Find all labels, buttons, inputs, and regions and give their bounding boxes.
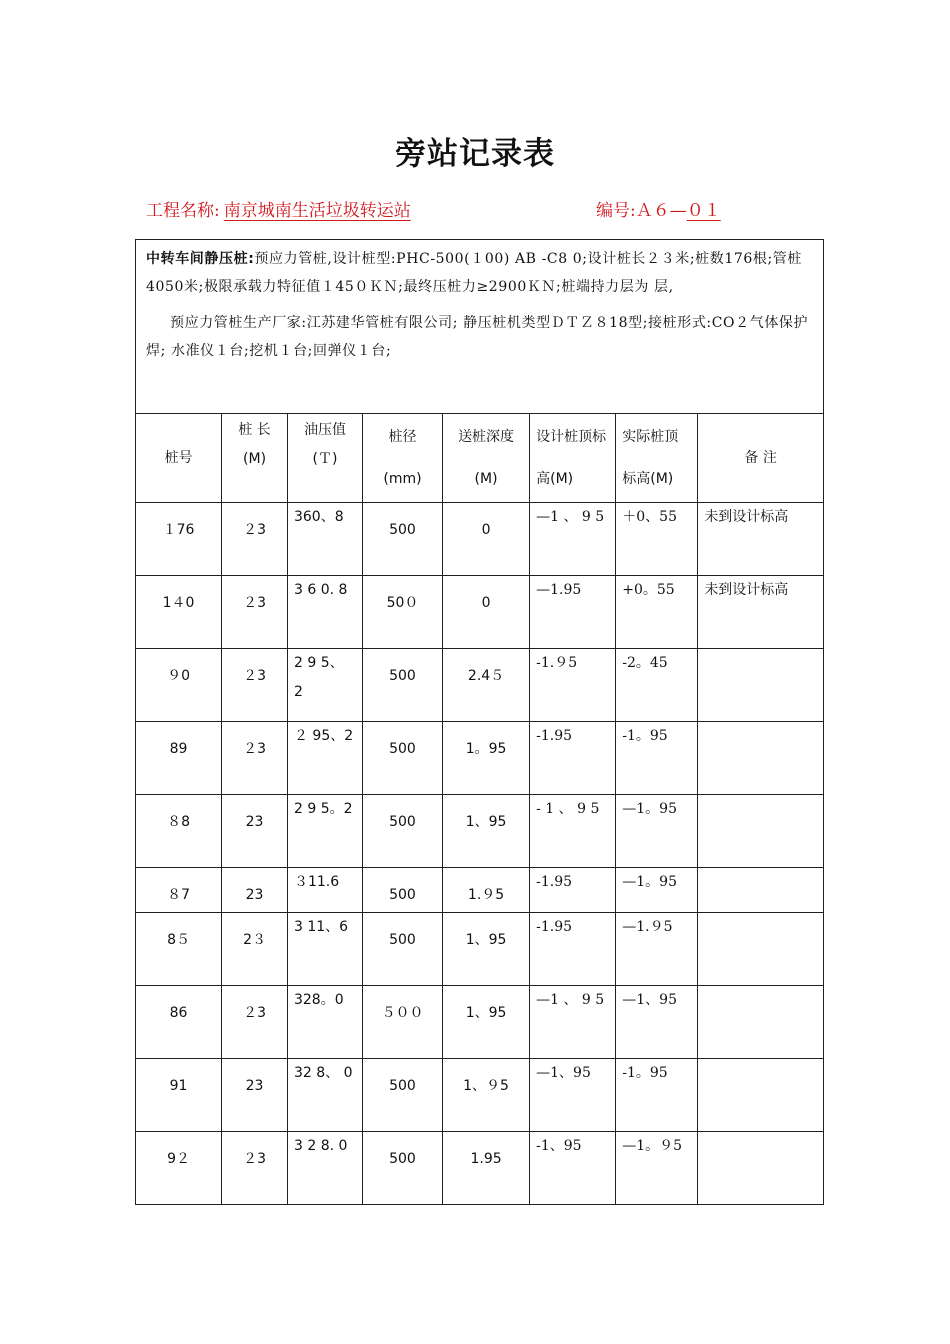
cell-pile-diameter: 500 — [362, 649, 442, 722]
table-row — [136, 503, 824, 576]
cell-pile-no: ８7 — [136, 868, 222, 913]
table-row — [136, 1132, 824, 1205]
cell-pile-length: ２3 — [222, 649, 288, 722]
cell-actual-top-level: —1。95 — [616, 868, 698, 913]
equipment-paragraph: 预应力管桩生产厂家:江苏建华管桩有限公司; 静压桩机类型ＤＴＺ８18型;接桩形式:CO２气体保护焊; 水准仪１台;挖机１台;回弹仪１台; — [146, 315, 809, 359]
cell-remarks — [698, 1132, 824, 1205]
pile-spec-paragraph — [146, 245, 813, 301]
header-remarks: 备 注 — [698, 414, 824, 503]
cell-oil-pressure: ３11.6 — [287, 868, 362, 913]
cell-driving-depth: 1.95 — [443, 1132, 530, 1205]
cell-remarks: 未到设计标高 — [698, 503, 824, 576]
cell-driving-depth: 1、95 — [443, 913, 530, 986]
cell-pile-diameter: 50０ — [362, 576, 442, 649]
document-title: 旁站记录表 — [395, 136, 555, 172]
pile-record-table — [135, 413, 824, 1205]
table-header-row — [136, 414, 824, 503]
cell-pile-length: ２3 — [222, 722, 288, 795]
table-row — [136, 649, 824, 722]
cell-pile-length: ２3 — [222, 576, 288, 649]
cell-pile-no: 1４0 — [136, 576, 222, 649]
cell-actual-top-level: —1.９5 — [616, 913, 698, 986]
cell-actual-top-level: ＋0、55 — [616, 503, 698, 576]
record-number-value: ０１ — [686, 201, 721, 221]
cell-design-top-level: -1.95 — [530, 913, 616, 986]
cell-driving-depth: 1、95 — [443, 986, 530, 1059]
cell-pile-no: ９0 — [136, 649, 222, 722]
table-row — [136, 986, 824, 1059]
cell-design-top-level: -1.９5 — [530, 649, 616, 722]
cell-pile-diameter: 500 — [362, 1059, 442, 1132]
cell-oil-pressure: 360、8 — [287, 503, 362, 576]
cell-driving-depth: 1、95 — [443, 795, 530, 868]
cell-pile-no: 8５ — [136, 913, 222, 986]
cell-remarks: 未到设计标高 — [698, 576, 824, 649]
header-driving-depth: 送桩深度 (M) — [443, 414, 530, 503]
cell-remarks — [698, 795, 824, 868]
cell-pile-no: １76 — [136, 503, 222, 576]
cell-design-top-level: - 1 、 9 5 — [530, 795, 616, 868]
header-pile-diameter: 桩径 (mm) — [362, 414, 442, 503]
cell-remarks — [698, 649, 824, 722]
cell-actual-top-level: —1、95 — [616, 986, 698, 1059]
cell-remarks — [698, 913, 824, 986]
cell-oil-pressure: 3 11、6 — [287, 913, 362, 986]
table-row — [136, 576, 824, 649]
cell-design-top-level: —1、95 — [530, 1059, 616, 1132]
cell-pile-diameter: ５００ — [362, 986, 442, 1059]
cell-design-top-level: -1.95 — [530, 868, 616, 913]
pile-spec-text: 预应力管桩,设计桩型:PHC-500(１00) AB -C8 0;设计桩长２３米;桩数176根;管桩4050米;极限承载力特征值１45０ＫＮ;最终压桩力≥2900ＫＮ;桩端持力层为 层, — [146, 251, 802, 295]
cell-pile-no: 9２ — [136, 1132, 222, 1205]
cell-actual-top-level: -1。95 — [616, 722, 698, 795]
cell-actual-top-level: —1。95 — [616, 795, 698, 868]
cell-actual-top-level: +0。55 — [616, 576, 698, 649]
cell-pile-length: ２3 — [222, 1132, 288, 1205]
cell-driving-depth: 1。95 — [443, 722, 530, 795]
cell-oil-pressure: 32 8、 0 — [287, 1059, 362, 1132]
cell-design-top-level: -1.95 — [530, 722, 616, 795]
table-row — [136, 722, 824, 795]
work-area-heading: 中转车间静压桩: — [146, 251, 255, 267]
cell-oil-pressure: 3 6 0. 8 — [287, 576, 362, 649]
cell-pile-diameter: 500 — [362, 503, 442, 576]
cell-pile-no: 91 — [136, 1059, 222, 1132]
header-pile-length: 桩 长(M) — [222, 414, 288, 503]
cell-remarks — [698, 1059, 824, 1132]
cell-actual-top-level: -1。95 — [616, 1059, 698, 1132]
cell-driving-depth: 2.4５ — [443, 649, 530, 722]
cell-remarks — [698, 986, 824, 1059]
header-actual-top-level: 实际桩顶标高(M) — [616, 414, 698, 503]
cell-driving-depth: 0 — [443, 576, 530, 649]
table-row — [136, 868, 824, 913]
cell-pile-length: 23 — [222, 795, 288, 868]
cell-actual-top-level: —1。９5 — [616, 1132, 698, 1205]
cell-design-top-level: -1、95 — [530, 1132, 616, 1205]
cell-actual-top-level: -2。45 — [616, 649, 698, 722]
cell-pile-no: ８8 — [136, 795, 222, 868]
table-row — [136, 913, 824, 986]
cell-pile-no: 89 — [136, 722, 222, 795]
cell-driving-depth: 1、９5 — [443, 1059, 530, 1132]
cell-remarks — [698, 722, 824, 795]
cell-oil-pressure: 3 2 8. 0 — [287, 1132, 362, 1205]
cell-pile-diameter: 500 — [362, 1132, 442, 1205]
cell-oil-pressure: 328。0 — [287, 986, 362, 1059]
header-oil-pressure: 油压值(Ｔ) — [287, 414, 362, 503]
project-name-line — [146, 196, 411, 221]
table-row — [136, 1059, 824, 1132]
cell-pile-length: ２3 — [222, 503, 288, 576]
table-row — [136, 795, 824, 868]
cell-oil-pressure: ２ 95、2 — [287, 722, 362, 795]
cell-pile-diameter: 500 — [362, 795, 442, 868]
cell-oil-pressure: 2 9 5。2 — [287, 795, 362, 868]
cell-oil-pressure: 2 9 5、 2 — [287, 649, 362, 722]
cell-design-top-level: —1 、 9 5 — [530, 986, 616, 1059]
record-number-line — [596, 196, 721, 221]
project-name-label: 工程名称: — [146, 201, 220, 221]
header-pile-no: 桩号 — [136, 414, 222, 503]
header-design-top-level: 设计桩顶标高(M) — [530, 414, 616, 503]
work-description — [136, 240, 823, 414]
cell-pile-no: 86 — [136, 986, 222, 1059]
cell-pile-length: ２3 — [222, 986, 288, 1059]
cell-design-top-level: —1 、 9 5 — [530, 503, 616, 576]
cell-design-top-level: —1.95 — [530, 576, 616, 649]
cell-driving-depth: 1.９5 — [443, 868, 530, 913]
project-name-value: 南京城南生活垃圾转运站 — [223, 201, 411, 221]
cell-pile-diameter: 500 — [362, 913, 442, 986]
cell-pile-diameter: 500 — [362, 868, 442, 913]
cell-pile-diameter: 500 — [362, 722, 442, 795]
cell-pile-length: 2３ — [222, 913, 288, 986]
cell-pile-length: 23 — [222, 1059, 288, 1132]
cell-pile-length: 23 — [222, 868, 288, 913]
record-sheet — [135, 239, 824, 1205]
cell-driving-depth: 0 — [443, 503, 530, 576]
cell-remarks — [698, 868, 824, 913]
record-number-label: 编号:Ａ６— — [596, 201, 687, 221]
